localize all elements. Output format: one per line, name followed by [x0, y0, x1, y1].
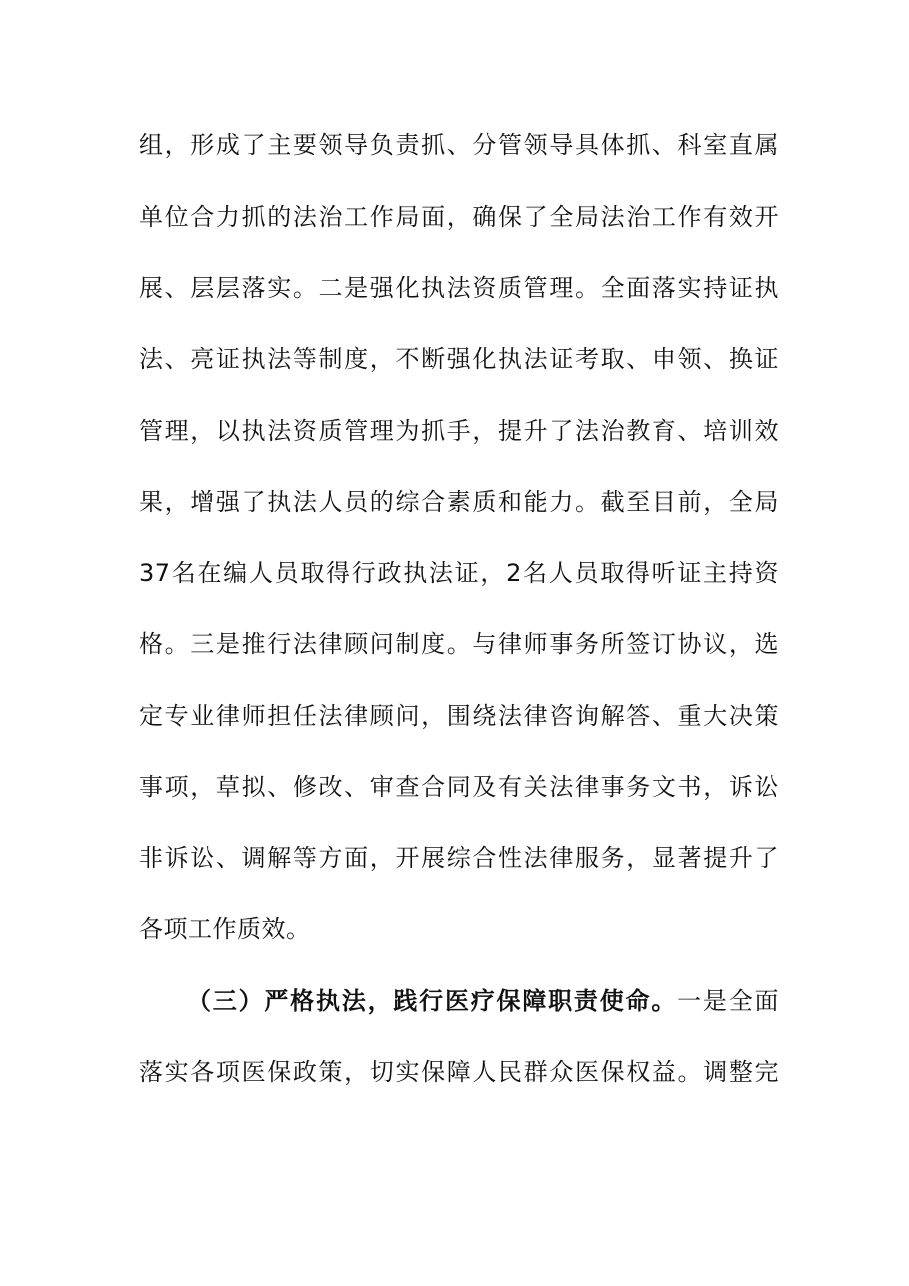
body-line-8: 格。三是推行法律顾问制度。与律师事务所签订协议，选 — [139, 630, 779, 658]
body-line-2: 单位合力抓的法治工作局面，确保了全局法治工作有效开 — [139, 203, 779, 231]
body-line-1: 组，形成了主要领导负责抓、分管领导具体抓、科室直属 — [139, 131, 779, 159]
body-line-12: 各项工作质效。 — [139, 915, 311, 943]
body-line-11: 非诉讼、调解等方面，开展综合性法律服务，显著提升了 — [139, 844, 779, 872]
body-line-9: 定专业律师担任法律顾问，围绕法律咨询解答、重大决策 — [139, 702, 779, 730]
body-line-5: 管理，以执法资质管理为抓手，提升了法治教育、培训效 — [139, 417, 779, 445]
body-line-6: 果，增强了执法人员的综合素质和能力。截至目前，全局 — [139, 488, 779, 516]
body-line-7: 37名在编人员取得行政执法证，2名人员取得听证主持资 — [139, 559, 779, 587]
body-line-10: 事项，草拟、修改、审查合同及有关法律事务文书，诉讼 — [139, 773, 779, 801]
body-line-14: 落实各项医保政策，切实保障人民群众医保权益。调整完 — [139, 1058, 779, 1086]
body-line-3: 展、层层落实。二是强化执法资质管理。全面落实持证执 — [139, 274, 779, 302]
section-heading-continuation: 一是全面 — [677, 987, 780, 1015]
body-line-4: 法、亮证执法等制度，不断强化执法证考取、申领、换证 — [139, 345, 779, 373]
section-heading-line — [187, 983, 779, 1019]
section-heading: （三）严格执法，践行医疗保障职责使命。 — [187, 987, 678, 1015]
